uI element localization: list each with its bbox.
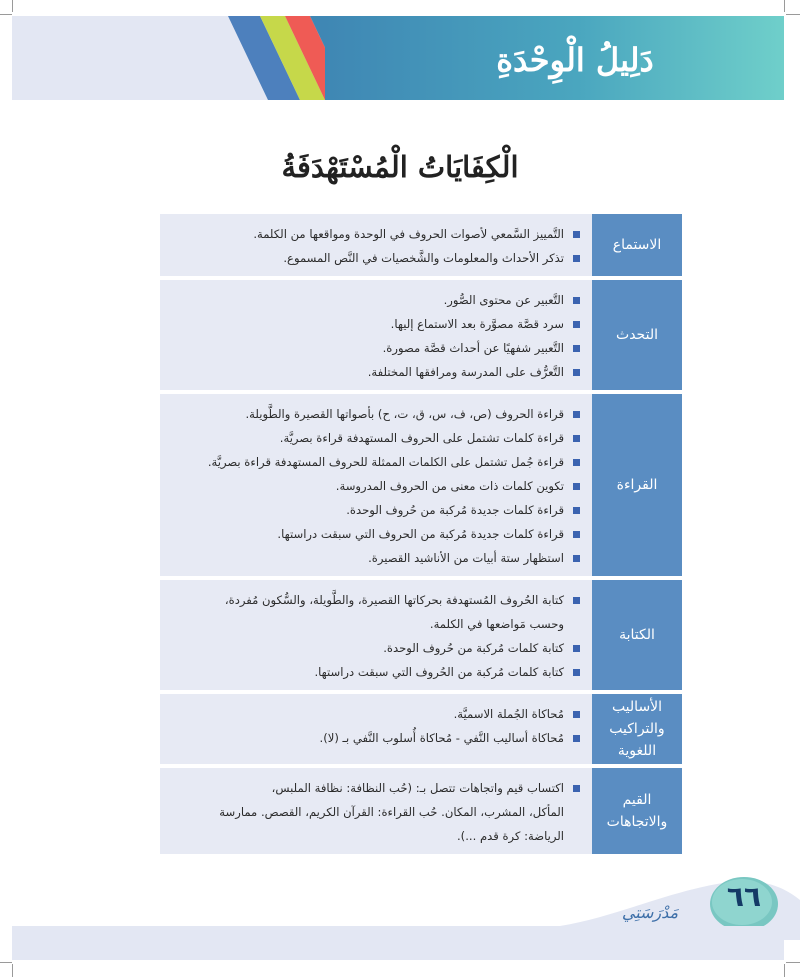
square-bullet-icon (573, 435, 580, 442)
square-bullet-icon (573, 345, 580, 352)
square-bullet-icon (573, 531, 580, 538)
category-label: الكتابة (592, 580, 682, 690)
category-label: الاستماع (592, 214, 682, 276)
competencies-table (160, 214, 682, 858)
square-bullet-icon (573, 735, 580, 742)
competency-item (174, 336, 580, 360)
competency-item (174, 588, 580, 612)
competency-item-text: مُحاكاة الجُملة الاسميَّة. (453, 707, 564, 721)
competency-items (160, 214, 592, 276)
page-title: الْكِفَايَاتُ الْمُسْتَهْدَفَةُ (281, 150, 519, 184)
square-bullet-icon (573, 411, 580, 418)
square-bullet-icon (573, 785, 580, 792)
competency-item-continuation: المأكل، المشرب، المكان. حُب القراءة: القرآن الكريم، القصص. ممارسة (219, 805, 564, 819)
competencies-rows (160, 214, 682, 854)
competency-item (174, 702, 580, 726)
competency-item-text: قراءة الحروف (ص، ف، س، ق، ت، ح) بأصواتها القصيرة والطَّويلة. (245, 407, 564, 421)
crop-mark (784, 0, 785, 12)
competency-items (160, 768, 592, 854)
competency-item-text: التَّمييز السَّمعي لأصوات الحروف في الوحدة ومواقعها من الكلمة. (253, 227, 564, 241)
competency-item (174, 726, 580, 750)
competency-item-continuation: وحسب مَواضعها في الكلمة. (429, 617, 564, 631)
square-bullet-icon (573, 597, 580, 604)
competency-item (174, 360, 580, 384)
competency-item (174, 312, 580, 336)
square-bullet-icon (573, 507, 580, 514)
competency-item (174, 426, 580, 450)
competency-row (160, 214, 682, 276)
competency-item (174, 546, 580, 570)
competency-item-text: تذكر الأحداث والمعلومات والشَّخصيات في النَّص المسموع. (283, 251, 564, 265)
competency-item-text: سرد قصَّة مصوَّرة بعد الاستماع إليها. (390, 317, 564, 331)
competency-items (160, 694, 592, 764)
square-bullet-icon (573, 711, 580, 718)
crop-mark (12, 0, 13, 12)
competency-item-text: قراءة جُمل تشتمل على الكلمات الممثلة للحروف المستهدفة قراءة بصريَّة. (207, 455, 564, 469)
square-bullet-icon (573, 369, 580, 376)
square-bullet-icon (573, 255, 580, 262)
page-number: ٦٦ (726, 880, 762, 913)
competency-item (174, 498, 580, 522)
competency-item-text: قراءة كلمات تشتمل على الحروف المستهدفة قراءة بصريَّة. (279, 431, 564, 445)
crop-mark (784, 964, 785, 977)
square-bullet-icon (573, 321, 580, 328)
competency-item (174, 776, 580, 800)
category-label: القيم والاتجاهات (592, 768, 682, 854)
competency-item-text: التَّعبير عن محتوى الصُّور. (443, 293, 564, 307)
crop-mark (786, 14, 800, 15)
competency-item-continuation: الرياضة: كرة قدم ...). (457, 829, 564, 843)
competency-item (174, 522, 580, 546)
footer-band (12, 926, 784, 960)
competency-item-text: اكتساب قيم واتجاهات تتصل بـ: (حُب النظافة: نظافة الملبس، (271, 781, 564, 795)
competency-item (174, 474, 580, 498)
square-bullet-icon (573, 231, 580, 238)
square-bullet-icon (573, 555, 580, 562)
competency-item-text: مُحاكاة أساليب النَّفي - مُحاكاة أُسلوب النَّفي بـ (لا). (319, 731, 564, 745)
competency-item-text: كتابة الحُروف المُستهدفة بحركاتها القصيرة، والطَّويلة، والسُّكون مُفردة، (224, 593, 564, 607)
category-label: التحدث (592, 280, 682, 390)
brand-logo: مَدْرَسَتِي (621, 903, 679, 922)
square-bullet-icon (573, 483, 580, 490)
competency-item (174, 660, 580, 684)
competency-row (160, 394, 682, 576)
crop-mark (786, 962, 800, 963)
competency-item-text: كتابة كلمات مُركبة من حُروف الوحدة. (383, 641, 564, 655)
competency-item-text: قراءة كلمات جديدة مُركبة من حُروف الوحدة. (346, 503, 564, 517)
competency-item (174, 402, 580, 426)
category-label: القراءة (592, 394, 682, 576)
competency-item-text: التَّعبير شفهيًا عن أحداث قصَّة مصورة. (382, 341, 564, 355)
competency-item (174, 246, 580, 270)
square-bullet-icon (573, 459, 580, 466)
crop-mark (0, 962, 12, 963)
competency-row (160, 280, 682, 390)
competency-items (160, 394, 592, 576)
competency-item (174, 450, 580, 474)
crop-mark (0, 14, 12, 15)
competency-item-text: استظهار ستة أبيات من الأناشيد القصيرة. (368, 551, 564, 565)
category-label: الأساليب والتراكيب اللغوية (592, 694, 682, 764)
crop-mark (12, 964, 13, 977)
competency-items (160, 280, 592, 390)
competency-item (174, 288, 580, 312)
competency-item-text: التَّعرُّف على المدرسة ومرافقها المختلفة. (367, 365, 564, 379)
competency-item (174, 222, 580, 246)
competency-row (160, 694, 682, 764)
competency-item-text: تكوين كلمات ذات معنى من الحروف المدروسة. (335, 479, 564, 493)
competency-row (160, 768, 682, 854)
unit-title: دَلِيلُ الْوِحْدَةِ (496, 41, 654, 79)
competency-row (160, 580, 682, 690)
competency-item (174, 636, 580, 660)
competency-item-text: كتابة كلمات مُركبة من الحُروف التي سبقت دراستها. (314, 665, 564, 679)
competency-items (160, 580, 592, 690)
square-bullet-icon (573, 669, 580, 676)
competency-item-text: قراءة كلمات جديدة مُركبة من الحروف التي سبقت دراستها. (277, 527, 564, 541)
square-bullet-icon (573, 297, 580, 304)
square-bullet-icon (573, 645, 580, 652)
